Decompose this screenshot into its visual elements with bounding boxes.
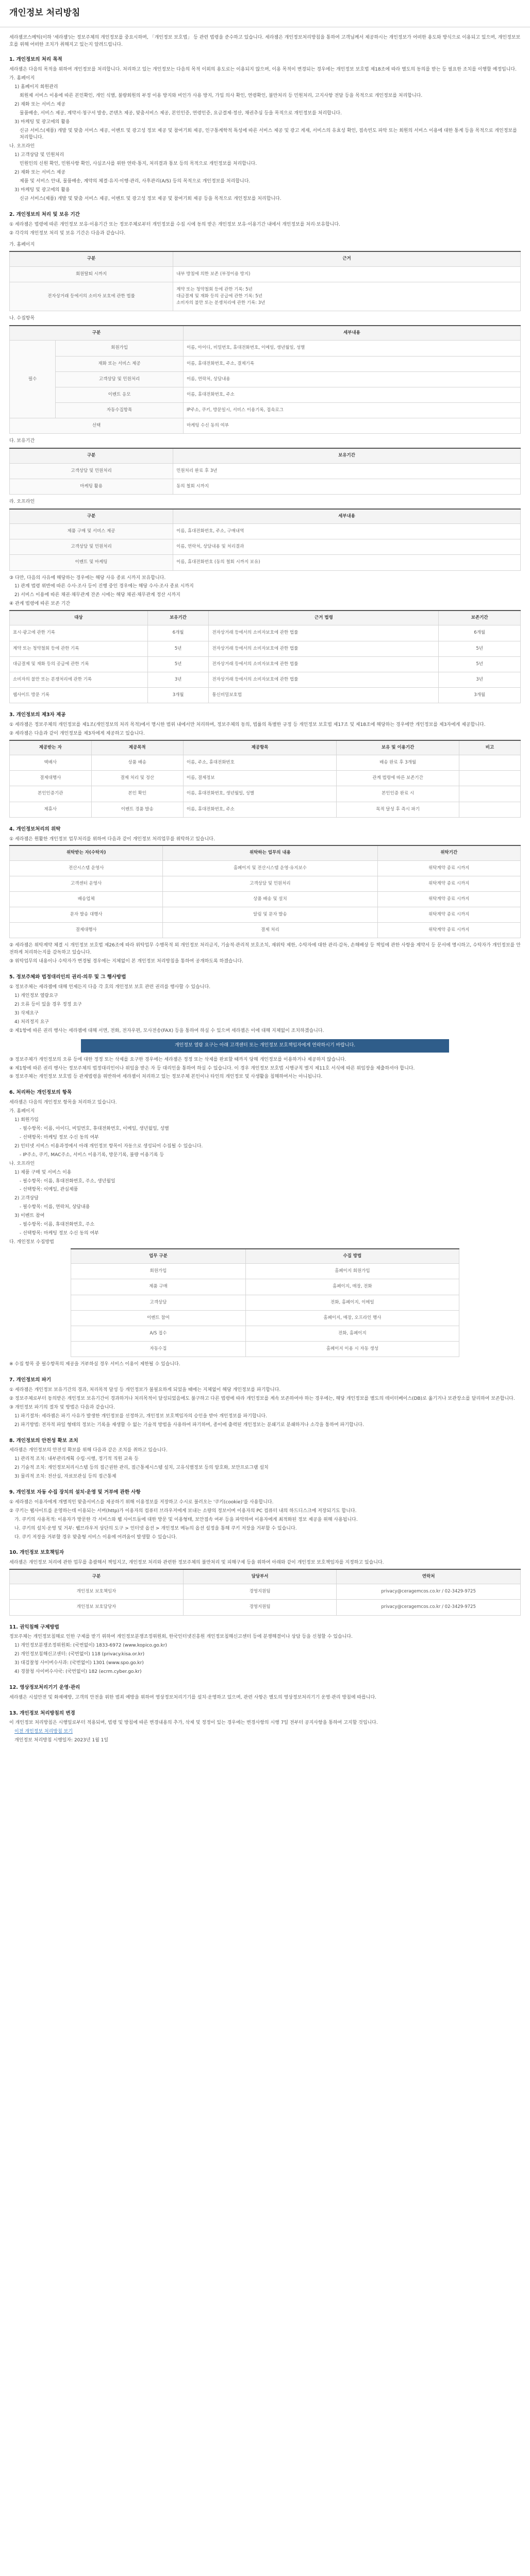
table-row: [10, 1600, 521, 1615]
table-cell: 경영지원팀: [183, 1584, 336, 1600]
table-cell: 결제대행사: [10, 923, 163, 938]
table-cell: 고객상담 및 민원처리: [10, 463, 173, 479]
section-title: 8. 개인정보의 안전성 확보 조치: [9, 1437, 78, 1444]
table-cell: privacy@ceragemcos.co.kr / 02-3429-9725: [337, 1584, 521, 1600]
table-row: [71, 1342, 459, 1357]
table-row: [10, 688, 521, 703]
table-header-cell: 수집 방법: [245, 1249, 459, 1264]
table-row: [10, 356, 521, 371]
table-cell: 전자상거래 등에서의 소비자 보호에 관한 법률: [10, 282, 173, 311]
table-row: [71, 1295, 459, 1310]
previous-policy-link[interactable]: [9, 1728, 521, 1736]
section-title: 1. 개인정보의 처리 목적: [9, 57, 62, 63]
paragraph: 나. 쿠키의 설치·운영 및 거부: 웹브라우저 상단의 도구 > 인터넷 옵션 > 개인정보 메뉴의 옵션 설정을 통해 쿠키 저장을 거부할 수 있습니다.: [14, 1526, 297, 1531]
table-header-cell: 구분: [10, 1569, 184, 1584]
table-cell: 홈페이지 및 전산시스템 운영·유지보수: [163, 860, 377, 876]
previous-policy-link-text[interactable]: 이전 개인정보 처리방침 보기: [14, 1729, 73, 1735]
paragraph: ⑤ 정보주체는 개인정보 보호법 등 관계법령을 위반하여 세라젬이 처리하고 있는 정보주체 본인이나 타인의 개인정보 및 사생활을 침해하여서는 아니됩니다.: [9, 1074, 323, 1080]
table-row: [10, 923, 521, 938]
table-cell: 본인인증기관: [10, 786, 92, 802]
table-header-cell: 구분: [10, 326, 184, 341]
table-cell: 이름, 주소, 휴대전화번호: [183, 755, 336, 771]
table-header-cell: 근거: [173, 251, 521, 266]
paragraph: 3) 물리적 조치: 전산실, 자료보관실 등의 접근통제: [14, 1474, 117, 1480]
section-security: [9, 1437, 521, 1481]
sub-label: 다. 보유기간: [9, 438, 35, 444]
paragraph: 1) 개인정보분쟁조정위원회: (국번없이) 1833-6972 (www.kopico.go.kr): [14, 1643, 167, 1649]
paragraph: 2) 파기방법: 전자적 파일 형태의 정보는 기록을 재생할 수 없는 기술적 방법을 사용하여 파기하며, 종이에 출력된 개인정보는 분쇄기로 분쇄하거나 소각을 통하여 파기합니다.: [14, 1422, 364, 1428]
table-cell: 이름, 휴대전화번호, 주소: [183, 802, 336, 817]
section-title: 5. 정보주체와 법정대리인의 권리·의무 및 그 행사방법: [9, 974, 126, 980]
paragraph: 2) 인터넷 서비스 이용과정에서 아래 개인정보 항목이 자동으로 생성되어 수집될 수 있습니다.: [14, 1143, 203, 1149]
paragraph: 1) 고객상담 및 민원처리: [14, 152, 64, 158]
table-cell: 전자상거래 등에서의 소비자보호에 관한 법률: [209, 641, 439, 656]
policy-content: [0, 27, 530, 1744]
table-cell: 이벤트 경품 발송: [91, 802, 183, 817]
table-cell: [459, 786, 521, 802]
table-header-cell: 구분: [10, 509, 173, 524]
table-cell: 내부 방침에 의한 보존 (부정이용 방지): [173, 266, 521, 282]
table-cell: 전자상거래 등에서의 소비자보호에 관한 법률: [209, 672, 439, 687]
paragraph: 1) 파기절차: 세라젬은 파기 사유가 발생한 개인정보를 선정하고, 개인정보 보호책임자의 승인을 받아 개인정보를 파기합니다.: [14, 1413, 267, 1419]
paragraph: ① 세라젬은 원활한 개인정보 업무처리를 위하여 다음과 같이 개인정보 처리업무를 위탁하고 있습니다.: [9, 836, 215, 842]
table-cell: 전산시스템 운영사: [10, 860, 163, 876]
table-row: [10, 656, 521, 672]
table-cell: 본인인증 완료 시: [337, 786, 459, 802]
table-header-row: [71, 1249, 459, 1264]
table-header-cell: 담당부서: [183, 1569, 336, 1584]
table-cell: 이름, 휴대전화번호, 주소: [183, 387, 520, 402]
table-cell: 홈페이지 이용 시 자동 생성: [245, 1342, 459, 1357]
paragraph: 가. 쿠키의 사용목적: 이용자가 방문한 각 서비스와 웹 사이트들에 대한 방문 및 이용형태, 보안접속 여부 등을 파악하여 이용자에게 최적화된 정보 제공을 위해 사용됩니다.: [14, 1517, 358, 1522]
table-cell: 회원탈퇴 시까지: [10, 266, 173, 282]
table-row: [10, 625, 521, 641]
paragraph: 4) 경찰청 사이버수사국: (국번없이) 182 (ecrm.cyber.go.kr): [14, 1669, 142, 1675]
table-cell: 5년: [147, 656, 209, 672]
table-cell: 결제 처리: [163, 923, 377, 938]
table-cell: privacy@ceragemcos.co.kr / 02-3429-9725: [337, 1600, 521, 1615]
retention-basis-table: [9, 251, 521, 311]
privacy-officer-table: [9, 1569, 521, 1616]
table-cell: 제품 구매: [71, 1279, 246, 1295]
table-cell: 선택: [10, 418, 184, 434]
section-title: 6. 처리하는 개인정보의 항목: [9, 1090, 72, 1096]
paragraph: 민원인의 신원 확인, 민원사항 확인, 사실조사를 위한 연락·통지, 처리결과 통보 등의 목적으로 개인정보를 처리합니다.: [20, 161, 257, 167]
table-header-row: [10, 509, 521, 524]
table-row: [10, 418, 521, 434]
paragraph: 회원제 서비스 이용에 따른 본인확인, 개인 식별, 불량회원의 부정 이용 방지와 비인가 사용 방지, 가입 의사 확인, 연령확인, 불만처리 등 민원처리, 고지사항 전달 등을 목적으로 개인정보를 처리합니다.: [20, 93, 423, 98]
table-cell: 3개월: [147, 688, 209, 703]
table-header-cell: 보유기간: [147, 611, 209, 625]
paragraph: 1) 제품 구매 및 서비스 이용: [14, 1170, 72, 1175]
table-row: [10, 672, 521, 687]
sub-label: 가. 홈페이지: [9, 242, 35, 247]
paragraph: 세라젬은 다음의 개인정보 항목을 처리하고 있습니다.: [9, 1100, 117, 1106]
table-cell: 상품 배송 및 설치: [163, 891, 377, 907]
table-cell: 개인정보 보호책임자: [10, 1584, 184, 1600]
table-row: [10, 860, 521, 876]
table-row: [10, 403, 521, 418]
table-cell: 전자상거래 등에서의 소비자보호에 관한 법률: [209, 625, 439, 641]
table-header-cell: 위탁받는 자(수탁자): [10, 845, 163, 860]
intro-text: 세라젬코스메틱(이하 '세라젬')는 정보주체의 개인정보를 중요시하며, 「개인정보 보호법」 등 관련 법령을 준수하고 있습니다. 세라젬은 개인정보처리방침을 통하여 고객님께서 제공하시는 개인정보가 어떠한 용도와 방식으로 이용되고 있으며, 개인정보보호를 위해 어떠한 조치가 취해지고 있는지 알려드립니다.: [9, 35, 521, 48]
paragraph: ③ 위탁업무의 내용이나 수탁자가 변경될 경우에는 지체없이 본 개인정보 처리방침을 통하여 공개하도록 하겠습니다.: [9, 959, 243, 964]
table-header-cell: 위탁기간: [377, 845, 520, 860]
table-row: [71, 1310, 459, 1326]
table-cell: 웹사이트 방문 기록: [10, 688, 148, 703]
table-row: [10, 802, 521, 817]
table-cell: 고객상담 및 민원처리: [10, 539, 173, 555]
table-cell: 이름, 휴대전화번호, 생년월일, 성별: [183, 786, 336, 802]
table-cell: 회원가입: [71, 1264, 246, 1279]
paragraph: 가. 홈페이지: [9, 75, 35, 81]
sub-label: 라. 오프라인: [9, 499, 35, 504]
paragraph: - 필수항목: 이름, 휴대전화번호, 주소, 생년월일: [20, 1178, 115, 1184]
table-cell: 전화, 홈페이지: [245, 1326, 459, 1341]
table-cell: 5년: [439, 656, 521, 672]
paragraph: 나. 오프라인: [9, 144, 35, 149]
paragraph: 세라젬은 다음의 목적을 위하여 개인정보를 처리합니다. 처리하고 있는 개인정보는 다음의 목적 이외의 용도로는 이용되지 않으며, 이용 목적이 변경되는 경우에는 개인정보 보호법 제18조에 따라 별도의 동의를 받는 등 필요한 조치를 이행할 예정입니다.: [9, 66, 517, 72]
paragraph: - 필수항목: 이름, 휴대전화번호, 주소: [20, 1222, 95, 1228]
paragraph: 3) 대검찰청 사이버수사과: (국번없이) 1301 (www.spo.go.kr): [14, 1660, 144, 1666]
table-header-row: [10, 611, 521, 625]
paragraph: ② 정보주체로부터 동의받은 개인정보 보유기간이 경과하거나 처리목적이 달성되었음에도 불구하고 다른 법령에 따라 개인정보를 계속 보존하여야 하는 경우에는, 해당 개인정보를 별도의 데이터베이스(DB)로 옮기거나 보관장소를 달리하여 보존합니다.: [9, 1396, 515, 1401]
paragraph: 2) 개인정보침해신고센터: (국번없이) 118 (privacy.kisa.or.kr): [14, 1652, 145, 1657]
table-row: [10, 1584, 521, 1600]
paragraph: 신규 서비스(제품) 개발 및 맞춤 서비스 제공, 이벤트 및 광고성 정보 제공 및 참여기회 제공, 인구통계학적 특성에 따른 서비스 제공 및 광고 게재, 서비스의 유효성 확인, 접속빈도 파악 또는 회원의 서비스 이용에 대한 통계 등을 목적으로 개인정보를 처리합니다.: [20, 128, 517, 141]
table-cell: 홈페이지 회원가입: [245, 1264, 459, 1279]
paragraph: 신규 서비스(제품) 개발 및 맞춤 서비스 제공, 이벤트 및 광고성 정보 제공 및 참여기회 제공 등을 목적으로 개인정보를 처리합니다.: [20, 196, 281, 201]
table-header-row: [10, 1569, 521, 1584]
table-cell: 경영지원팀: [183, 1600, 336, 1615]
table-cell: 위탁계약 종료 시까지: [377, 860, 520, 876]
table-row: [10, 371, 521, 387]
section-changes: [9, 1710, 521, 1745]
table-cell: 3년: [439, 672, 521, 687]
table-cell: 이름, 휴대전화번호 (동의 철회 시까지 보유): [173, 555, 521, 570]
section-title: 13. 개인정보 처리방침의 변경: [9, 1710, 75, 1716]
section-officer: [9, 1549, 521, 1615]
paragraph: ① 세라젬은 이용자에게 개별적인 맞춤서비스를 제공하기 위해 이용정보를 저장하고 수시로 불러오는 '쿠키(cookie)'를 사용합니다.: [9, 1499, 274, 1505]
section-title: 9. 개인정보 자동 수집 장치의 설치·운영 및 거부에 관한 사항: [9, 1489, 141, 1496]
table-cell: 이름, 연락처, 상담내용 및 처리결과: [173, 539, 521, 555]
table-cell: 마케팅 활용: [10, 479, 173, 494]
table-cell: 마케팅 수신 동의 여부: [183, 418, 520, 434]
table-cell: 문자 발송 대행사: [10, 907, 163, 923]
retention-period-table: [9, 448, 521, 495]
paragraph: 2) 고객상담: [14, 1196, 39, 1201]
table-header-cell: 보유 및 이용기간: [337, 740, 459, 755]
paragraph: 2) 재화 또는 서비스 제공: [14, 170, 65, 176]
table-cell: 배송 완료 후 3개월: [337, 755, 459, 771]
table-cell: 이름, 휴대전화번호, 주소, 결제기록: [183, 356, 520, 371]
table-header-cell: 세부내용: [173, 509, 521, 524]
table-row: [10, 341, 521, 356]
table-cell: 배송업체: [10, 891, 163, 907]
table-header-cell: 보존기간: [439, 611, 521, 625]
table-row: [10, 463, 521, 479]
table-header-cell: 업무 구분: [71, 1249, 246, 1264]
paragraph: 1) 회원가입: [14, 1117, 39, 1123]
paragraph: - IP주소, 쿠키, MAC주소, 서비스 이용기록, 방문기록, 불량 이용기록 등: [20, 1152, 164, 1158]
paragraph: - 선택항목: 이메일, 관심제품: [20, 1187, 78, 1193]
table-cell: 통신비밀보호법: [209, 688, 439, 703]
table-cell: IP주소, 쿠키, 방문일시, 서비스 이용기록, 접속로그: [183, 403, 520, 418]
table-cell: 고객상담 및 민원처리: [56, 371, 184, 387]
table-cell: 고객상담: [71, 1295, 246, 1310]
paragraph: 3) 삭제요구: [14, 1010, 39, 1016]
section-cctv: [9, 1684, 521, 1702]
table-cell: A/S 접수: [71, 1326, 246, 1341]
table-cell: 고객상담 및 민원처리: [163, 876, 377, 891]
paragraph: 제품 및 서비스 안내, 물품배송, 계약의 체결·유지·이행·관리, 사후관리(A/S) 등의 목적으로 개인정보를 처리합니다.: [20, 179, 251, 184]
table-row: [10, 479, 521, 494]
table-cell: 개인정보 보호담당자: [10, 1600, 184, 1615]
table-cell: 결제대행사: [10, 771, 92, 786]
table-cell: [459, 771, 521, 786]
table-cell: 재화 또는 서비스 제공: [56, 356, 184, 371]
paragraph: ※ 수집 항목 중 필수항목의 제공을 거부하실 경우 서비스 이용이 제한될 수 있습니다.: [9, 1362, 180, 1367]
table-cell: 이벤트 참여: [71, 1310, 246, 1326]
table-header-row: [10, 326, 521, 341]
table-header-cell: 세부내용: [183, 326, 520, 341]
table-row: [10, 641, 521, 656]
table-cell: 자동수집: [71, 1342, 246, 1357]
table-cell: 이름, 휴대전화번호, 주소, 구매내역: [173, 524, 521, 539]
collected-items-table: [9, 325, 521, 434]
section-title: 7. 개인정보의 파기: [9, 1377, 52, 1383]
table-row: [71, 1279, 459, 1295]
paragraph: 나. 오프라인: [9, 1161, 35, 1166]
section-title: 11. 권익침해 구제방법: [9, 1624, 59, 1630]
paragraph: 물품배송, 서비스 제공, 계약서·청구서 발송, 콘텐츠 제공, 맞춤서비스 제공, 본인인증, 연령인증, 요금결제·정산, 채권추심 등을 목적으로 개인정보를 처리합니다.: [20, 110, 342, 116]
table-cell: 상품 배송: [91, 755, 183, 771]
table-cell: 위탁계약 종료 시까지: [377, 907, 520, 923]
paragraph: 정보주체는 개인정보침해로 인한 구제를 받기 위하여 개인정보분쟁조정위원회, 한국인터넷진흥원 개인정보침해신고센터 등에 분쟁해결이나 상담 등을 신청할 수 있습니다.: [9, 1634, 353, 1640]
paragraph: ② 각각의 개인정보 처리 및 보유 기간은 다음과 같습니다.: [9, 230, 126, 236]
paragraph: ② 쿠키는 웹사이트를 운영하는데 이용되는 서버(http)가 이용자의 컴퓨터 브라우저에게 보내는 소량의 정보이며 이용자의 PC 컴퓨터 내의 하드디스크에 저장되기도 합니다.: [9, 1508, 357, 1514]
third-party-table: [9, 740, 521, 818]
table-cell: 3개월: [439, 688, 521, 703]
table-cell: 결제 처리 및 정산: [91, 771, 183, 786]
notice-banner: 개인정보 열람 요구는 아래 고객센터 또는 개인정보 보호책임자에게 연락하시기 바랍니다.: [81, 1039, 449, 1053]
table-cell: 6개월: [439, 625, 521, 641]
table-cell: 민원처리 완료 후 3년: [173, 463, 521, 479]
table-cell: 전자상거래 등에서의 소비자보호에 관한 법률: [209, 656, 439, 672]
section-third-party: [9, 711, 521, 817]
table-cell: 6개월: [147, 625, 209, 641]
table-header-cell: 대상: [10, 611, 148, 625]
table-row: [10, 907, 521, 923]
paragraph: 3) 이벤트 참여: [14, 1213, 45, 1219]
table-cell: 계약 또는 청약철회 등에 관한 기록: [10, 641, 148, 656]
table-cell: [459, 802, 521, 817]
paragraph: ② 세라젬은 위탁계약 체결 시 개인정보 보호법 제26조에 따라 위탁업무 수행목적 외 개인정보 처리금지, 기술적·관리적 보호조치, 재위탁 제한, 수탁자에 대한 관리·감독, 손해배상 등 책임에 관한 사항을 계약서 등 문서에 명시하고, 수탁자가 개인정보를 안전하게 처리하는지를 감독하고 있습니다.: [9, 943, 521, 956]
table-cell: 회원가입: [56, 341, 184, 356]
table-cell: 제품 구매 및 서비스 제공: [10, 524, 173, 539]
table-row: [71, 1264, 459, 1279]
paragraph: 2) 오류 등이 있을 경우 정정 요구: [14, 1002, 82, 1007]
table-cell: 5년: [439, 641, 521, 656]
table-header-cell: 연락처: [337, 1569, 521, 1584]
table-row: [10, 755, 521, 771]
table-cell: 이름, 연락처, 상담내용: [183, 371, 520, 387]
table-header-row: [10, 845, 521, 860]
paragraph: 4) 처리정지 요구: [14, 1019, 49, 1025]
table-row: [10, 266, 521, 282]
table-row: [10, 282, 521, 311]
collection-method-table: [71, 1248, 459, 1357]
paragraph: - 필수항목: 이름, 아이디, 비밀번호, 휴대전화번호, 이메일, 생년월일, 성별: [20, 1126, 169, 1131]
section-outsourcing: [9, 826, 521, 966]
table-cell: 알림 및 문자 발송: [163, 907, 377, 923]
table-cell: 전화, 홈페이지, 이메일: [245, 1295, 459, 1310]
table-cell: 소비자의 불만 또는 분쟁처리에 관한 기록: [10, 672, 148, 687]
table-row: [10, 771, 521, 786]
paragraph: ① 세라젬은 정보주체의 개인정보를 제1조(개인정보의 처리 목적)에서 명시한 범위 내에서만 처리하며, 정보주체의 동의, 법률의 특별한 규정 등 개인정보 보호법 제17조 및 제18조에 해당하는 경우에만 개인정보를 제3자에게 제공합니다.: [9, 722, 486, 728]
sub-label: 나. 수집항목: [9, 316, 35, 321]
table-header-cell: 제공받는 자: [10, 740, 92, 755]
paragraph: 가. 홈페이지: [9, 1109, 35, 1114]
table-row: [10, 891, 521, 907]
paragraph: 2) 재화 또는 서비스 제공: [14, 101, 65, 107]
table-cell: 위탁계약 종료 시까지: [377, 876, 520, 891]
table-header-cell: 근거 법령: [209, 611, 439, 625]
table-cell: 이벤트 응모: [56, 387, 184, 402]
section-retention: [9, 211, 521, 703]
table-row: [10, 555, 521, 570]
paragraph: ④ 제1항에 따른 권리 행사는 정보주체의 법정대리인이나 위임을 받은 자 등 대리인을 통하여 하실 수 있습니다. 이 경우 개인정보 보호법 시행규칙 별지 제11호 서식에 따른 위임장을 제출하셔야 합니다.: [9, 1065, 415, 1071]
table-cell: 본인 확인: [91, 786, 183, 802]
paragraph: - 선택항목: 마케팅 정보 수신 동의 여부: [20, 1231, 99, 1236]
paragraph: ① 세라젬은 법령에 따른 개인정보 보유·이용기간 또는 정보주체로부터 개인정보를 수집 시에 동의 받은 개인정보 보유·이용기간 내에서 개인정보를 처리·보유합니다.: [9, 222, 340, 227]
paragraph: 세라젬은 개인정보의 안전성 확보를 위해 다음과 같은 조치를 취하고 있습니다.: [9, 1448, 168, 1453]
table-cell: 목적 달성 후 즉시 파기: [337, 802, 459, 817]
table-cell: 3년: [147, 672, 209, 687]
table-cell: 고객센터 운영사: [10, 876, 163, 891]
paragraph: 1) 홈페이지 회원관리: [14, 84, 58, 90]
table-row: [71, 1326, 459, 1341]
paragraph: ① 정보주체는 세라젬에 대해 언제든지 다음 각 호의 개인정보 보호 관련 권리를 행사할 수 있습니다.: [9, 985, 211, 990]
paragraph: 2) 서비스 이용에 따른 채권·채무관계 잔존 시에는 해당 채권·채무관계 정산 시까지: [14, 592, 180, 598]
paragraph: 3) 마케팅 및 광고에의 활용: [14, 119, 70, 125]
paragraph: 세라젬은 개인정보 처리에 관한 업무를 총괄해서 책임지고, 개인정보 처리와 관련한 정보주체의 불만처리 및 피해구제 등을 위하여 아래와 같이 개인정보 보호책임자를 지정하고 있습니다.: [9, 1560, 384, 1566]
table-cell: 홈페이지, 매장, 오프라인 행사: [245, 1310, 459, 1326]
outsourcing-table: [9, 845, 521, 938]
paragraph: 1) 관리적 조치: 내부관리계획 수립·시행, 정기적 직원 교육 등: [14, 1456, 139, 1462]
offline-items-table: [9, 509, 521, 571]
table-cell: 관계 법령에 따른 보존기간: [337, 771, 459, 786]
table-cell: 택배사: [10, 755, 92, 771]
table-header-cell: 비고: [459, 740, 521, 755]
table-cell: 동의 철회 시까지: [173, 479, 521, 494]
section-title: 12. 영상정보처리기기 운영·관리: [9, 1685, 80, 1691]
paragraph: ③ 다만, 다음의 사유에 해당하는 경우에는 해당 사유 종료 시까지 보유합니다.: [9, 575, 166, 581]
table-cell: 홈페이지, 매장, 전화: [245, 1279, 459, 1295]
section-title: 4. 개인정보처리의 위탁: [9, 826, 61, 832]
table-cell: 이름, 결제정보: [183, 771, 336, 786]
paragraph: ③ 정보주체가 개인정보의 오류 등에 대한 정정 또는 삭제를 요구한 경우에는 세라젬은 정정 또는 삭제를 완료할 때까지 당해 개인정보를 이용하거나 제공하지 않습니다.: [9, 1057, 346, 1062]
table-cell: 필수: [10, 341, 56, 418]
legal-retention-table: [9, 610, 521, 703]
page-title: 개인정보 처리방침: [0, 0, 530, 27]
paragraph: 다. 개인정보 수집방법: [9, 1240, 54, 1245]
section-remedies: [9, 1624, 521, 1676]
table-row: [10, 387, 521, 402]
paragraph: ② 세라젬은 다음과 같이 개인정보를 제3자에게 제공하고 있습니다.: [9, 731, 145, 736]
table-header-row: [10, 448, 521, 463]
paragraph: - 필수항목: 이름, 연락처, 상담내용: [20, 1205, 90, 1210]
table-header-row: [10, 740, 521, 755]
table-cell: [459, 755, 521, 771]
table-row: [10, 539, 521, 555]
table-cell: 자동수집항목: [56, 403, 184, 418]
paragraph: 1) 개인정보 열람요구: [14, 993, 58, 998]
table-row: [10, 876, 521, 891]
section-purpose: [9, 56, 521, 203]
section-title: 2. 개인정보의 처리 및 보유 기간: [9, 211, 80, 217]
table-cell: 위탁계약 종료 시까지: [377, 923, 520, 938]
table-cell: 5년: [147, 641, 209, 656]
table-cell: 대금결제 및 재화 등의 공급에 관한 기록: [10, 656, 148, 672]
table-header-cell: 구분: [10, 448, 173, 463]
table-header-cell: 보유기간: [173, 448, 521, 463]
table-header-row: [10, 251, 521, 266]
section-destruction: [9, 1377, 521, 1429]
paragraph: ③ 개인정보 파기의 절차 및 방법은 다음과 같습니다.: [9, 1404, 115, 1410]
section-cookies: [9, 1489, 521, 1541]
section-title: 3. 개인정보의 제3자 제공: [9, 712, 66, 718]
table-cell: 계약 또는 청약철회 등에 관한 기록: 5년 대금결제 및 재화 등의 공급에 관한 기록: 5년 소비자의 불만 또는 분쟁처리에 관한 기록: 3년: [173, 282, 521, 311]
table-header-cell: 위탁하는 업무의 내용: [163, 845, 377, 860]
table-cell: 이름, 아이디, 비밀번호, 휴대전화번호, 이메일, 생년월일, 성별: [183, 341, 520, 356]
paragraph: 3) 마케팅 및 광고에의 활용: [14, 188, 70, 193]
table-header-cell: 제공목적: [91, 740, 183, 755]
paragraph: 2) 기술적 조치: 개인정보처리시스템 등의 접근권한 관리, 접근통제시스템 설치, 고유식별정보 등의 암호화, 보안프로그램 설치: [14, 1465, 269, 1471]
paragraph: 이 개인정보 처리방침은 시행일로부터 적용되며, 법령 및 방침에 따른 변경내용의 추가, 삭제 및 정정이 있는 경우에는 변경사항의 시행 7일 전부터 공지사항을 통하여 고지할 것입니다.: [9, 1720, 378, 1726]
table-cell: 위탁계약 종료 시까지: [377, 891, 520, 907]
paragraph: 다. 쿠키 저장을 거부할 경우 맞춤형 서비스 이용에 어려움이 발생할 수 있습니다.: [14, 1534, 177, 1540]
paragraph: - 선택항목: 마케팅 정보 수신 동의 여부: [20, 1134, 99, 1140]
paragraph: 세라젬은 시설안전 및 화재예방, 고객의 안전을 위한 범죄 예방을 위하여 영상정보처리기기를 설치·운영하고 있으며, 관련 사항은 별도의 영상정보처리기기 운영·관리 방침에 따릅니다.: [9, 1694, 377, 1700]
table-row: [10, 786, 521, 802]
section-rights: [9, 974, 521, 1081]
paragraph: ② 제1항에 따른 권리 행사는 세라젬에 대해 서면, 전화, 전자우편, 모사전송(FAX) 등을 통하여 하실 수 있으며 세라젬은 이에 대해 지체없이 조치하겠습니다.: [9, 1028, 324, 1033]
table-cell: 제휴사: [10, 802, 92, 817]
paragraph: ④ 관계 법령에 따른 보존 기간: [9, 601, 71, 607]
table-header-cell: 제공항목: [183, 740, 336, 755]
table-cell: 표시·광고에 관한 기록: [10, 625, 148, 641]
table-row: [10, 524, 521, 539]
paragraph: ① 세라젬은 개인정보 보유기간의 경과, 처리목적 달성 등 개인정보가 불필요하게 되었을 때에는 지체없이 해당 개인정보를 파기합니다.: [9, 1387, 281, 1393]
paragraph: 1) 관계 법령 위반에 따른 수사·조사 등이 진행 중인 경우에는 해당 수사·조사 종료 시까지: [14, 584, 194, 589]
table-header-cell: 구분: [10, 251, 173, 266]
section-items: [9, 1089, 521, 1368]
table-cell: 이벤트 및 마케팅: [10, 555, 173, 570]
section-title: 10. 개인정보 보호책임자: [9, 1550, 64, 1556]
effective-date: 개인정보 처리방침 시행일자: 2023년 1월 1일: [14, 1738, 109, 1743]
